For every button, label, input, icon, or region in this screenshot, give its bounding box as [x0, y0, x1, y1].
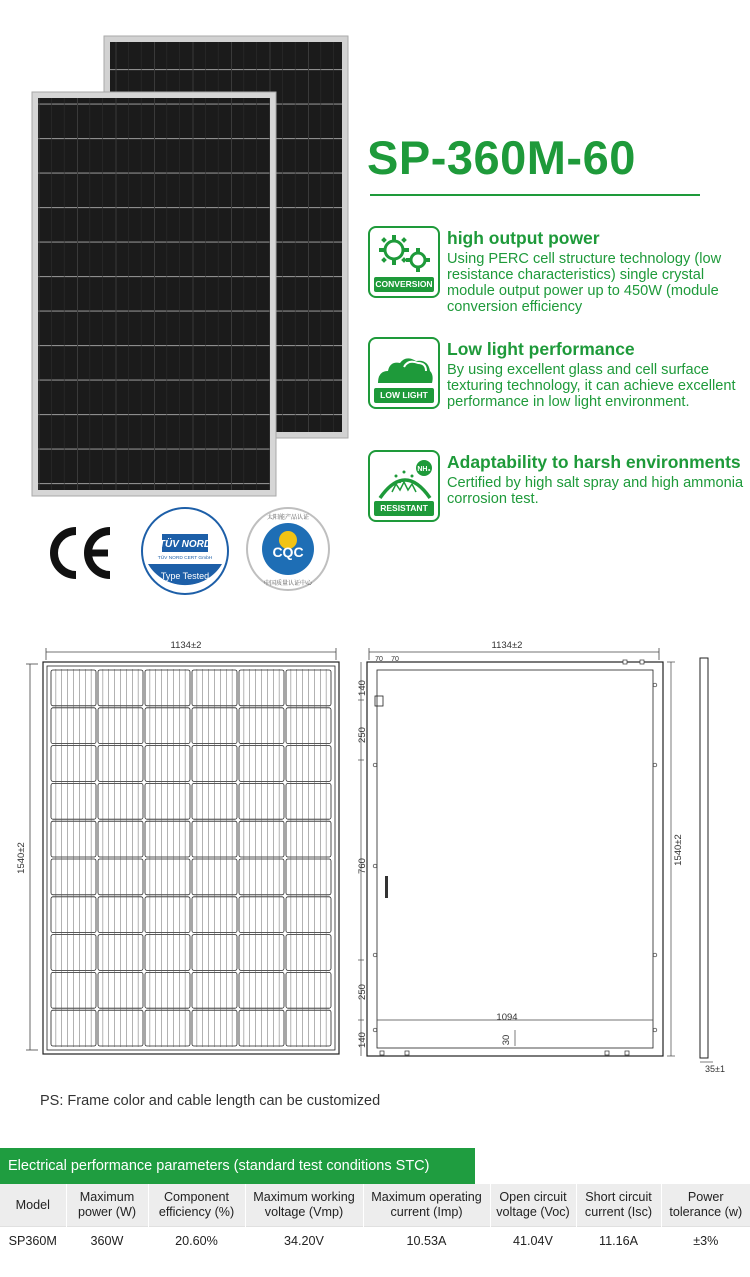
- cell-tolerance: ±3%: [661, 1227, 750, 1256]
- col-header: Short circuit current (Isc): [576, 1184, 661, 1227]
- back-seg-4: 250: [357, 984, 368, 1000]
- back-seg-1: 140: [357, 680, 368, 696]
- back-view-drawing: [355, 630, 750, 1075]
- cqc-top-text: 太阳能产品认证: [266, 514, 310, 521]
- cell-model: SP360M: [0, 1227, 66, 1256]
- cell-imp: 10.53A: [363, 1227, 490, 1256]
- cqc-mark: CQC: [272, 544, 304, 560]
- ce-mark-logo: [44, 523, 116, 583]
- table-row: [0, 1227, 750, 1256]
- feature-icon-box: [368, 450, 440, 522]
- front-width-label: 1134±2: [170, 640, 202, 651]
- specs-header-row: [0, 1184, 750, 1227]
- feature-icon-box: [368, 337, 440, 409]
- tuv-brand: TÜV NORD: [158, 539, 212, 550]
- cell-isc: 11.16A: [576, 1227, 661, 1256]
- col-header: Maximum working voltage (Vmp): [245, 1184, 363, 1227]
- cell-efficiency: 20.60%: [148, 1227, 245, 1256]
- svg-text:NH₃: NH₃: [417, 466, 431, 473]
- front-cell-grid: [51, 669, 331, 1047]
- feature-icon-box: [368, 226, 440, 298]
- back-top-offset-a: 70: [375, 656, 383, 663]
- feature-description: Certified by high salt spray and high ammonia corrosion test.: [447, 475, 744, 507]
- front-panel: [32, 92, 276, 496]
- back-seg-5: 140: [357, 1032, 368, 1048]
- ammonia-dome-icon: [374, 456, 436, 500]
- feature-badge: LOW LIGHT: [374, 388, 434, 403]
- tuv-nord-logo: [140, 506, 230, 596]
- feature-title: Adaptability to harsh environments: [447, 452, 741, 472]
- tuv-tag: Type Tested: [160, 571, 210, 581]
- col-header: Maximum operating current (Imp): [363, 1184, 490, 1227]
- feature-badge: CONVERSION: [374, 277, 434, 292]
- cell-power: 360W: [66, 1227, 148, 1256]
- customization-note: PS: Frame color and cable length can be customized: [40, 1093, 381, 1109]
- back-bottom-offset: 30: [501, 1034, 512, 1046]
- feature-title: high output power: [447, 228, 600, 248]
- title-divider: [370, 194, 700, 196]
- specs-heading: Electrical performance parameters (standard test conditions STC): [0, 1148, 475, 1184]
- specs-table: [0, 1184, 750, 1255]
- cell-voc: 41.04V: [490, 1227, 576, 1256]
- front-height-label: 1540±2: [16, 842, 27, 874]
- back-height-label: 1540±2: [673, 834, 684, 866]
- back-inner-width: 1094: [496, 1012, 518, 1023]
- cqc-bottom-text: 中国质量认证中心: [263, 580, 313, 587]
- col-header: Power tolerance (w): [661, 1184, 750, 1227]
- solar-panels-photo: [0, 0, 360, 500]
- cqc-logo: [245, 506, 331, 592]
- col-header: Model: [0, 1184, 66, 1227]
- back-seg-3: 760: [357, 858, 368, 874]
- back-seg-2: 250: [357, 727, 368, 743]
- feature-badge: RESISTANT: [374, 501, 434, 516]
- col-header: Open circuit voltage (Voc): [490, 1184, 576, 1227]
- front-view-drawing: [10, 630, 355, 1065]
- gears-icon: [374, 232, 436, 276]
- side-thickness-label: 35±1: [705, 1064, 725, 1074]
- back-top-offset-b: 70: [391, 656, 399, 663]
- col-header: Component efficiency (%): [148, 1184, 245, 1227]
- cell-vmp: 34.20V: [245, 1227, 363, 1256]
- tuv-subtitle: TÜV NORD CERT GmbH: [157, 556, 213, 561]
- feature-description: By using excellent glass and cell surface texturing technology, it can achieve excellent performance in low light environment.: [447, 362, 736, 410]
- feature-title: Low light performance: [447, 339, 635, 359]
- product-title: SP-360M-60: [367, 131, 636, 184]
- feature-description: Using PERC cell structure technology (low resistance characteristics) single crystal module output power up to 450W (module conversion efficiency: [447, 251, 722, 315]
- back-width-label: 1134±2: [491, 640, 523, 651]
- side-profile: [700, 658, 713, 1062]
- clouds-icon: [374, 343, 436, 387]
- col-header: Maximum power (W): [66, 1184, 148, 1227]
